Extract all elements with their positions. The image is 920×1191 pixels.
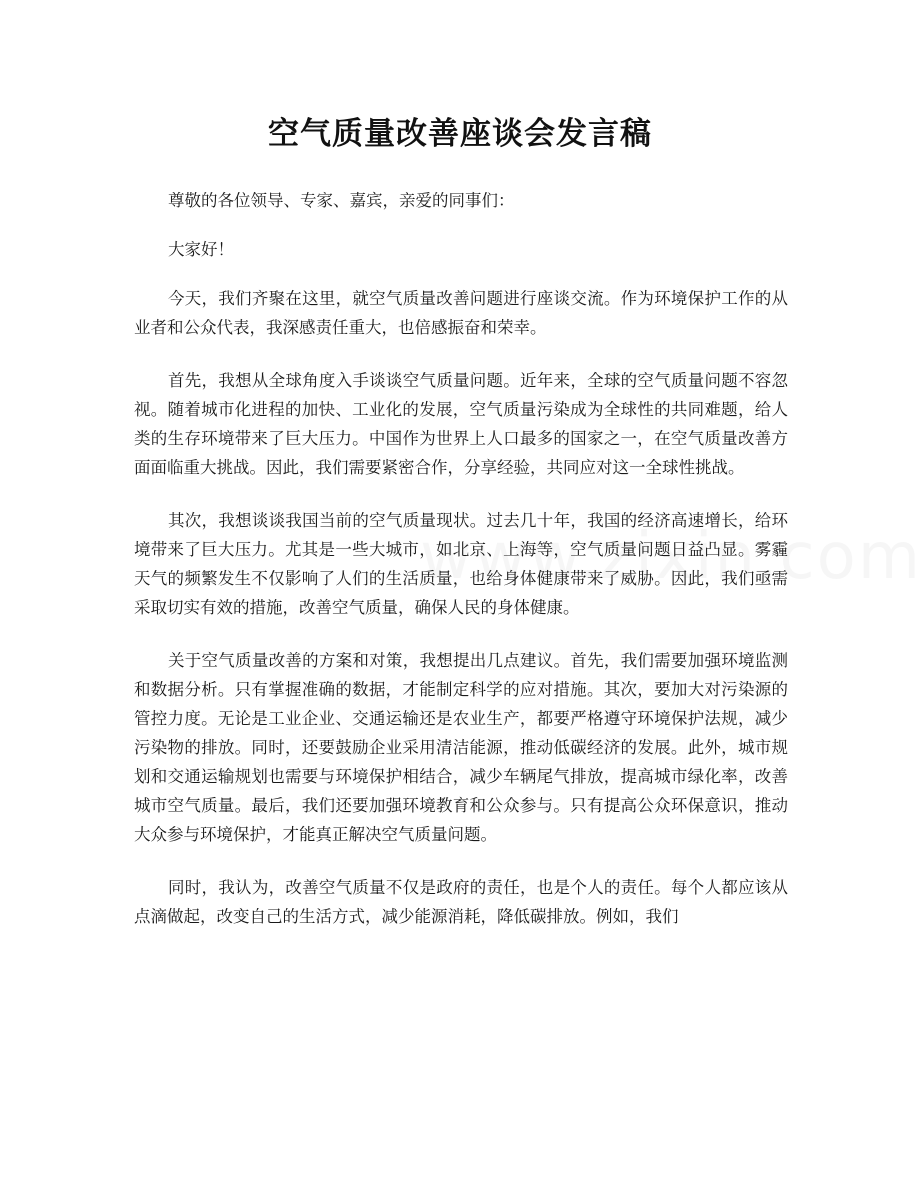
domestic-status-paragraph: 其次，我想谈谈我国当前的空气质量现状。过去几十年，我国的经济高速增长，给环境带来了巨大压力。尤其是一些大城市，如北京、上海等，空气质量问题日益凸显。雾霾天气的频繁发生不仅影响了人们的生活质量，也给身体健康带来了威胁。因此，我们亟需采取切实有效的措施，改善空气质量，确保人民的身体健康。 <box>134 511 788 617</box>
proposals-paragraph: 关于空气质量改善的方案和对策，我想提出几点建议。首先，我们需要加强环境监测和数据分析。只有掌握准确的数据，才能制定科学的应对措施。其次，要加大对污染源的管控力度。无论是工业企业、交通运输还是农业生产，都要严格遵守环境保护法规，减少污染物的排放。同时，还要鼓励企业采用清洁能源，推动低碳经济的发展。此外，城市规划和交通运输规划也需要与环境保护相结合，减少车辆尾气排放，提高城市绿化率，改善城市空气质量。最后，我们还要加强环境教育和公众参与。只有提高公众环保意识，推动大众参与环境保护，才能真正解决空气质量问题。 <box>134 651 788 844</box>
global-perspective-paragraph: 首先，我想从全球角度入手谈谈空气质量问题。近年来，全球的空气质量问题不容忽视。随着城市化进程的加快、工业化的发展，空气质量污染成为全球性的共同难题，给人类的生存环境带来了巨大压力。中国作为世界上人口最多的国家之一，在空气质量改善方面面临重大挑战。因此，我们需要紧密合作，分享经验，共同应对这一全球性挑战。 <box>134 371 788 477</box>
personal-responsibility-paragraph: 同时，我认为，改善空气质量不仅是政府的责任，也是个人的责任。每个人都应该从点滴做起，改变自己的生活方式，减少能源消耗，降低碳排放。例如，我们 <box>134 878 788 926</box>
salutation-paragraph: 尊敬的各位领导、专家、嘉宾，亲爱的同事们： <box>168 191 515 210</box>
document-body <box>134 186 788 955</box>
intro-paragraph: 今天，我们齐聚在这里，就空气质量改善问题进行座谈交流。作为环境保护工作的从业者和公众代表，我深感责任重大，也倍感振奋和荣幸。 <box>134 289 788 337</box>
greeting-paragraph: 大家好！ <box>168 240 234 259</box>
document-title: 空气质量改善座谈会发言稿 <box>268 116 652 152</box>
